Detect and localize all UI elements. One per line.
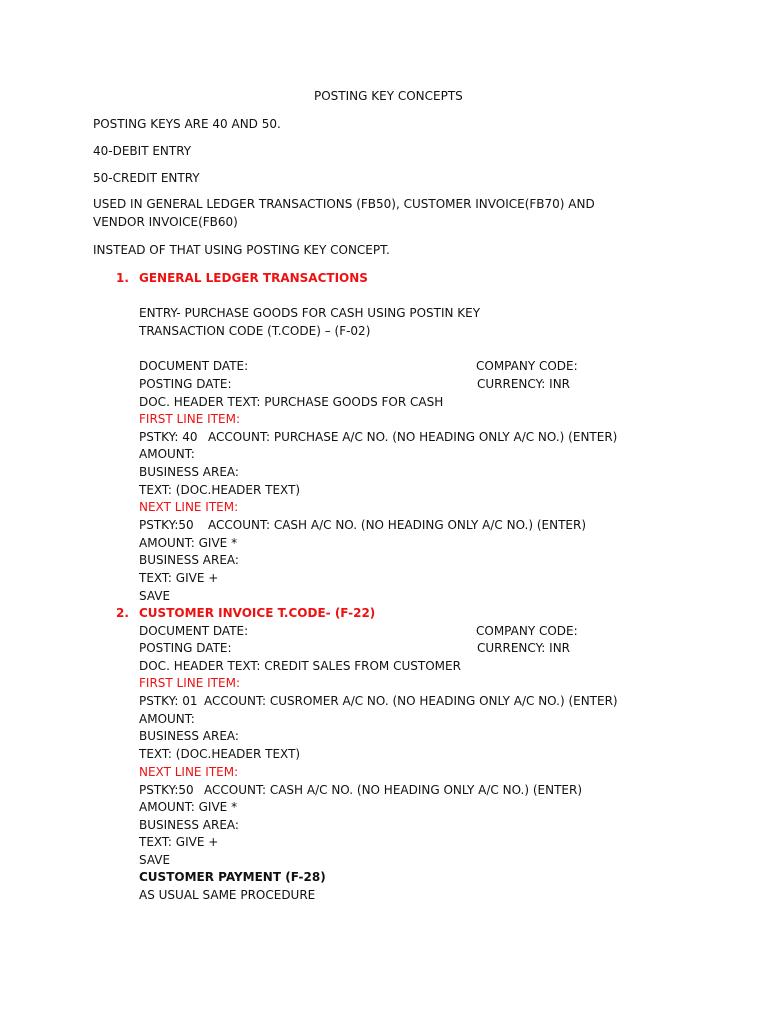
section-2-heading: CUSTOMER INVOICE T.CODE- (F-22) [139,606,376,620]
section-2-next-pstky: PSTKY:50 [139,783,194,797]
section-1-save: SAVE [139,589,171,603]
section-1-entry: ENTRY- PURCHASE GOODS FOR CASH USING POSTIN KEY [139,306,481,320]
section-1-tcode: TRANSACTION CODE (T.CODE) – (F-02) [139,324,371,338]
section-1-next-account: ACCOUNT: CASH A/C NO. (NO HEADING ONLY A/C NO.) (ENTER) [208,518,587,532]
intro-paragraph-3: 50-CREDIT ENTRY [93,171,200,185]
section-2-next-account: ACCOUNT: CASH A/C NO. (NO HEADING ONLY A/C NO.) (ENTER) [204,783,583,797]
section-2-header-text: DOC. HEADER TEXT: CREDIT SALES FROM CUSTOMER [139,659,461,673]
section-2-first-amount: AMOUNT: [139,712,195,726]
section-2-next-text: TEXT: GIVE + [139,835,219,849]
intro-paragraph-1: POSTING KEYS ARE 40 AND 50. [93,117,281,131]
section-1-first-pstky: PSTKY: 40 [139,430,198,444]
section-1-next-amount: AMOUNT: GIVE * [139,536,238,550]
section-1-currency: CURRENCY: INR [477,377,571,391]
section-2-first-business-area: BUSINESS AREA: [139,729,239,743]
section-2-save: SAVE [139,853,171,867]
section-1-next-line-item: NEXT LINE ITEM: [139,500,239,514]
section-2-next-amount: AMOUNT: GIVE * [139,800,238,814]
section-1-first-amount: AMOUNT: [139,447,195,461]
document-title: POSTING KEY CONCEPTS [314,89,463,103]
section-2-posting-date: POSTING DATE: [139,641,232,655]
section-1-next-text: TEXT: GIVE + [139,571,219,585]
section-2-first-text: TEXT: (DOC.HEADER TEXT) [139,747,301,761]
section-1-company-code: COMPANY CODE: [476,359,578,373]
section-2-company-code: COMPANY CODE: [476,624,578,638]
section-1-header-text: DOC. HEADER TEXT: PURCHASE GOODS FOR CASH [139,395,444,409]
section-1-first-business-area: BUSINESS AREA: [139,465,239,479]
section-1-first-line-item: FIRST LINE ITEM: [139,412,240,426]
intro-paragraph-5: INSTEAD OF THAT USING POSTING KEY CONCEPT. [93,243,390,257]
section-2-next-business-area: BUSINESS AREA: [139,818,239,832]
section-2-first-pstky: PSTKY: 01 [139,694,198,708]
section-2-number: 2. [116,606,129,620]
section-1-posting-date: POSTING DATE: [139,377,232,391]
section-1-next-business-area: BUSINESS AREA: [139,553,239,567]
customer-payment-heading: CUSTOMER PAYMENT (F-28) [139,870,326,884]
intro-paragraph-4: USED IN GENERAL LEDGER TRANSACTIONS (FB50), CUSTOMER INVOICE(FB70) AND VENDOR INVOICE(FB60) [93,197,595,229]
customer-payment-note: AS USUAL SAME PROCEDURE [139,888,316,902]
section-2-first-line-item: FIRST LINE ITEM: [139,676,240,690]
section-2-next-line-item: NEXT LINE ITEM: [139,765,239,779]
intro-paragraph-2: 40-DEBIT ENTRY [93,144,192,158]
section-2-currency: CURRENCY: INR [477,641,571,655]
section-1-first-account: ACCOUNT: PURCHASE A/C NO. (NO HEADING ONLY A/C NO.) (ENTER) [208,430,618,444]
section-1-first-text: TEXT: (DOC.HEADER TEXT) [139,483,301,497]
section-1-heading: GENERAL LEDGER TRANSACTIONS [139,271,368,285]
section-2-first-account: ACCOUNT: CUSROMER A/C NO. (NO HEADING ONLY A/C NO.) (ENTER) [204,694,618,708]
section-1-next-pstky: PSTKY:50 [139,518,194,532]
section-2-document-date: DOCUMENT DATE: [139,624,249,638]
section-1-document-date: DOCUMENT DATE: [139,359,249,373]
section-1-number: 1. [116,271,129,285]
